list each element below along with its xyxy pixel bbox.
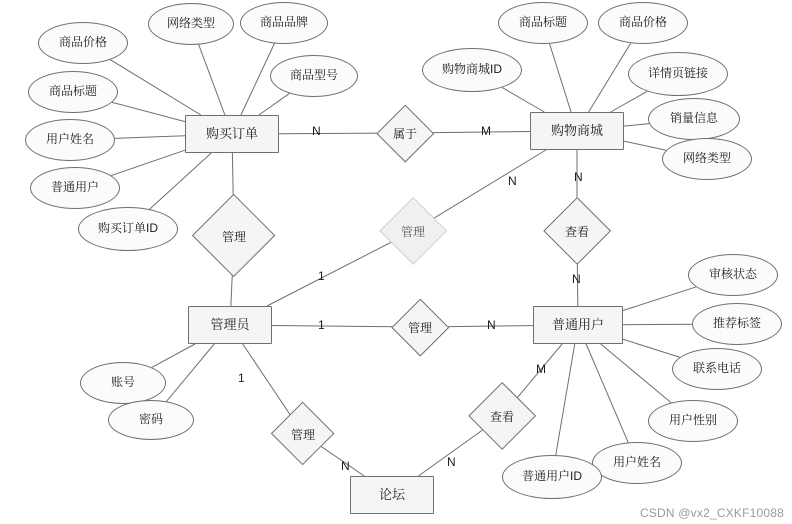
cardinality-c9: 1	[238, 371, 245, 385]
edge-a15-e_user	[623, 287, 696, 311]
edge-a9-e_mall	[550, 44, 571, 112]
entity-e_admin[interactable]	[188, 306, 272, 344]
attribute-label: 推荐标签	[712, 316, 761, 331]
attribute-a8[interactable]	[78, 207, 178, 251]
entity-label: 购物商城	[550, 122, 603, 138]
relationship-r_view1[interactable]	[535, 200, 619, 262]
attribute-label: 商品价格	[58, 35, 107, 50]
cardinality-c12: M	[536, 362, 546, 376]
cardinality-c10: N	[341, 459, 350, 473]
entity-label: 管理员	[210, 316, 250, 332]
attribute-label: 普通用户ID	[521, 469, 582, 484]
attribute-label: 商品品牌	[259, 15, 308, 30]
cardinality-c4: N	[574, 170, 583, 184]
cardinality-c1: N	[312, 124, 321, 138]
attribute-label: 普通用户	[50, 180, 99, 195]
edge-a2-e_order	[199, 45, 225, 115]
attribute-label: 销量信息	[669, 111, 718, 126]
edge-a12-e_mall	[611, 91, 648, 112]
relationship-label: 管理	[290, 427, 315, 442]
attribute-a15[interactable]	[688, 254, 778, 296]
edge-a21-e_admin	[152, 344, 195, 367]
attribute-a17[interactable]	[672, 348, 762, 390]
relationship-label: 管理	[407, 320, 432, 335]
attribute-label: 商品型号	[289, 68, 338, 83]
entity-label: 购买订单	[205, 125, 258, 141]
cardinality-c11: N	[447, 455, 456, 469]
attribute-label: 用户姓名	[612, 455, 661, 470]
relationship-r_view2[interactable]	[460, 385, 544, 447]
attribute-label: 购买订单ID	[97, 221, 158, 236]
attribute-a22[interactable]	[108, 400, 194, 440]
cardinality-c3: N	[508, 174, 517, 188]
cardinality-c7: 1	[318, 318, 325, 332]
attribute-a21[interactable]	[80, 362, 166, 404]
entity-label: 普通用户	[551, 316, 604, 332]
attribute-a12[interactable]	[628, 52, 728, 96]
attribute-a9[interactable]	[498, 2, 588, 44]
attribute-a6[interactable]	[25, 119, 115, 161]
attribute-a13[interactable]	[648, 98, 740, 140]
attribute-a11[interactable]	[422, 48, 522, 92]
attribute-label: 用户性别	[668, 413, 717, 428]
edge-a10-e_mall	[589, 43, 631, 112]
edge-a17-e_user	[623, 339, 680, 357]
entity-e_forum[interactable]	[350, 476, 434, 514]
entity-e_user[interactable]	[533, 306, 623, 344]
attribute-label: 联系电话	[692, 361, 741, 376]
relationship-label: 属于	[392, 126, 417, 141]
attribute-a16[interactable]	[692, 303, 782, 345]
relationship-r_belong[interactable]	[360, 107, 450, 159]
relationship-r_manage3[interactable]	[375, 301, 465, 353]
edge-a14-e_mall	[624, 141, 666, 150]
attribute-label: 商品价格	[618, 15, 667, 30]
attribute-label: 审核状态	[708, 267, 757, 282]
relationship-label: 查看	[564, 224, 589, 239]
attribute-a4[interactable]	[270, 55, 358, 97]
edge-a20-e_user	[556, 344, 575, 455]
attribute-a18[interactable]	[648, 400, 738, 442]
edge-a5-e_order	[112, 102, 185, 121]
attribute-a1[interactable]	[38, 22, 128, 64]
edge-a7-e_order	[111, 150, 185, 175]
cardinality-c2: M	[481, 124, 491, 138]
edge-a1-e_order	[110, 60, 201, 115]
edge-a13-e_mall	[624, 124, 649, 127]
relationship-label: 管理	[221, 229, 246, 244]
cardinality-c5: N	[572, 272, 581, 286]
cardinality-c8: N	[487, 318, 496, 332]
edge-a18-e_user	[601, 344, 671, 403]
attribute-a14[interactable]	[662, 138, 752, 180]
edge-a22-e_admin	[167, 344, 215, 401]
watermark-label: CSDN @vx2_CXKF10088	[639, 506, 784, 520]
edge-a4-e_order	[259, 93, 290, 115]
edge-a19-e_user	[586, 344, 628, 442]
entity-e_mall[interactable]	[530, 112, 624, 150]
relationship-r_manage4[interactable]	[265, 405, 341, 463]
attribute-label: 网络类型	[166, 16, 215, 31]
relationship-label: 查看	[489, 409, 514, 424]
attribute-a7[interactable]	[30, 167, 120, 209]
attribute-label: 网络类型	[682, 151, 731, 166]
attribute-label: 商品标题	[518, 15, 567, 30]
attribute-a2[interactable]	[148, 3, 234, 45]
entity-e_order[interactable]	[185, 115, 279, 153]
cardinality-c6: 1	[318, 269, 325, 283]
entity-label: 论坛	[378, 486, 405, 502]
relationship-label: 管理	[400, 224, 425, 239]
attribute-label: 用户姓名	[45, 132, 94, 147]
attribute-label: 详情页链接	[647, 66, 708, 81]
attribute-label: 商品标题	[48, 84, 97, 99]
attribute-label: 密码	[138, 412, 163, 427]
attribute-a3[interactable]	[240, 2, 328, 44]
attribute-a20[interactable]	[502, 455, 602, 499]
relationship-r_manage1[interactable]	[193, 198, 275, 274]
edge-a11-e_mall	[502, 88, 544, 112]
attribute-a19[interactable]	[592, 442, 682, 484]
attribute-label: 购物商城ID	[441, 62, 502, 77]
relationship-r_manage2[interactable]	[378, 200, 448, 262]
edge-a6-e_order	[115, 136, 185, 139]
attribute-a5[interactable]	[28, 71, 118, 113]
attribute-label: 账号	[110, 375, 135, 390]
edge-a3-e_order	[241, 43, 274, 115]
attribute-a10[interactable]	[598, 2, 688, 44]
